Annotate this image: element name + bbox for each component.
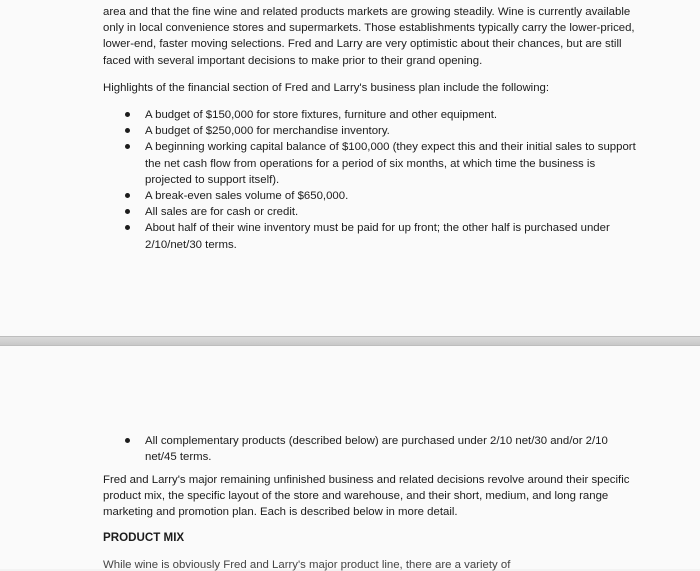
bullet-inventory-budget: A budget of $250,000 for merchandise inventory. — [103, 123, 643, 139]
financial-highlights-list — [103, 107, 643, 253]
bullet-icon — [125, 209, 130, 214]
complementary-terms-list — [103, 433, 633, 465]
bullet-complementary-products: All complementary products (described below) are purchased under 2/10 net/30 and/or 2/10 net/45 terms. — [103, 433, 633, 465]
page-divider — [0, 336, 700, 346]
bullet-wine-inventory-terms: About half of their wine inventory must be paid for up front; the other half is purchased under 2/10/net/30 terms. — [103, 220, 643, 252]
bullet-icon — [125, 144, 130, 149]
bullet-icon — [125, 112, 130, 117]
bullet-icon — [125, 193, 130, 198]
bullet-working-capital: A beginning working capital balance of $100,000 (they expect this and their initial sales to support the net cash flow from operations for a period of six months, at which time the business is projected to support itself). — [103, 139, 643, 188]
bullet-sales-terms: All sales are for cash or credit. — [103, 204, 643, 220]
highlights-lead: Highlights of the financial section of Fred and Larry's business plan include the following: — [103, 82, 550, 94]
product-mix-heading: PRODUCT MIX — [103, 531, 185, 544]
intro-paragraph: area and that the fine wine and related products markets are growing steadily. Wine is currently available only in local convenience stores and supermarkets. Those establishments typically carry the lower-priced, lower-end, faster moving selections. Fred and Larry are very optimistic about their chances, but are still faced with several important decisions to make prior to their grand opening. — [103, 6, 635, 67]
bullet-icon — [125, 128, 130, 133]
bullet-icon — [125, 225, 130, 230]
bullet-break-even: A break-even sales volume of $650,000. — [103, 188, 643, 204]
bullet-icon — [125, 438, 130, 443]
cutoff-text-line: While wine is obviously Fred and Larry's major product line, there are a variety of — [103, 559, 511, 571]
decisions-paragraph: Fred and Larry's major remaining unfinished business and related decisions revolve around their specific product mix, the specific layout of the store and warehouse, and their short, medium, and long range marketing and promotion plan. Each is described below in more detail. — [103, 474, 630, 519]
bullet-fixtures-budget: A budget of $150,000 for store fixtures, furniture and other equipment. — [103, 107, 643, 123]
